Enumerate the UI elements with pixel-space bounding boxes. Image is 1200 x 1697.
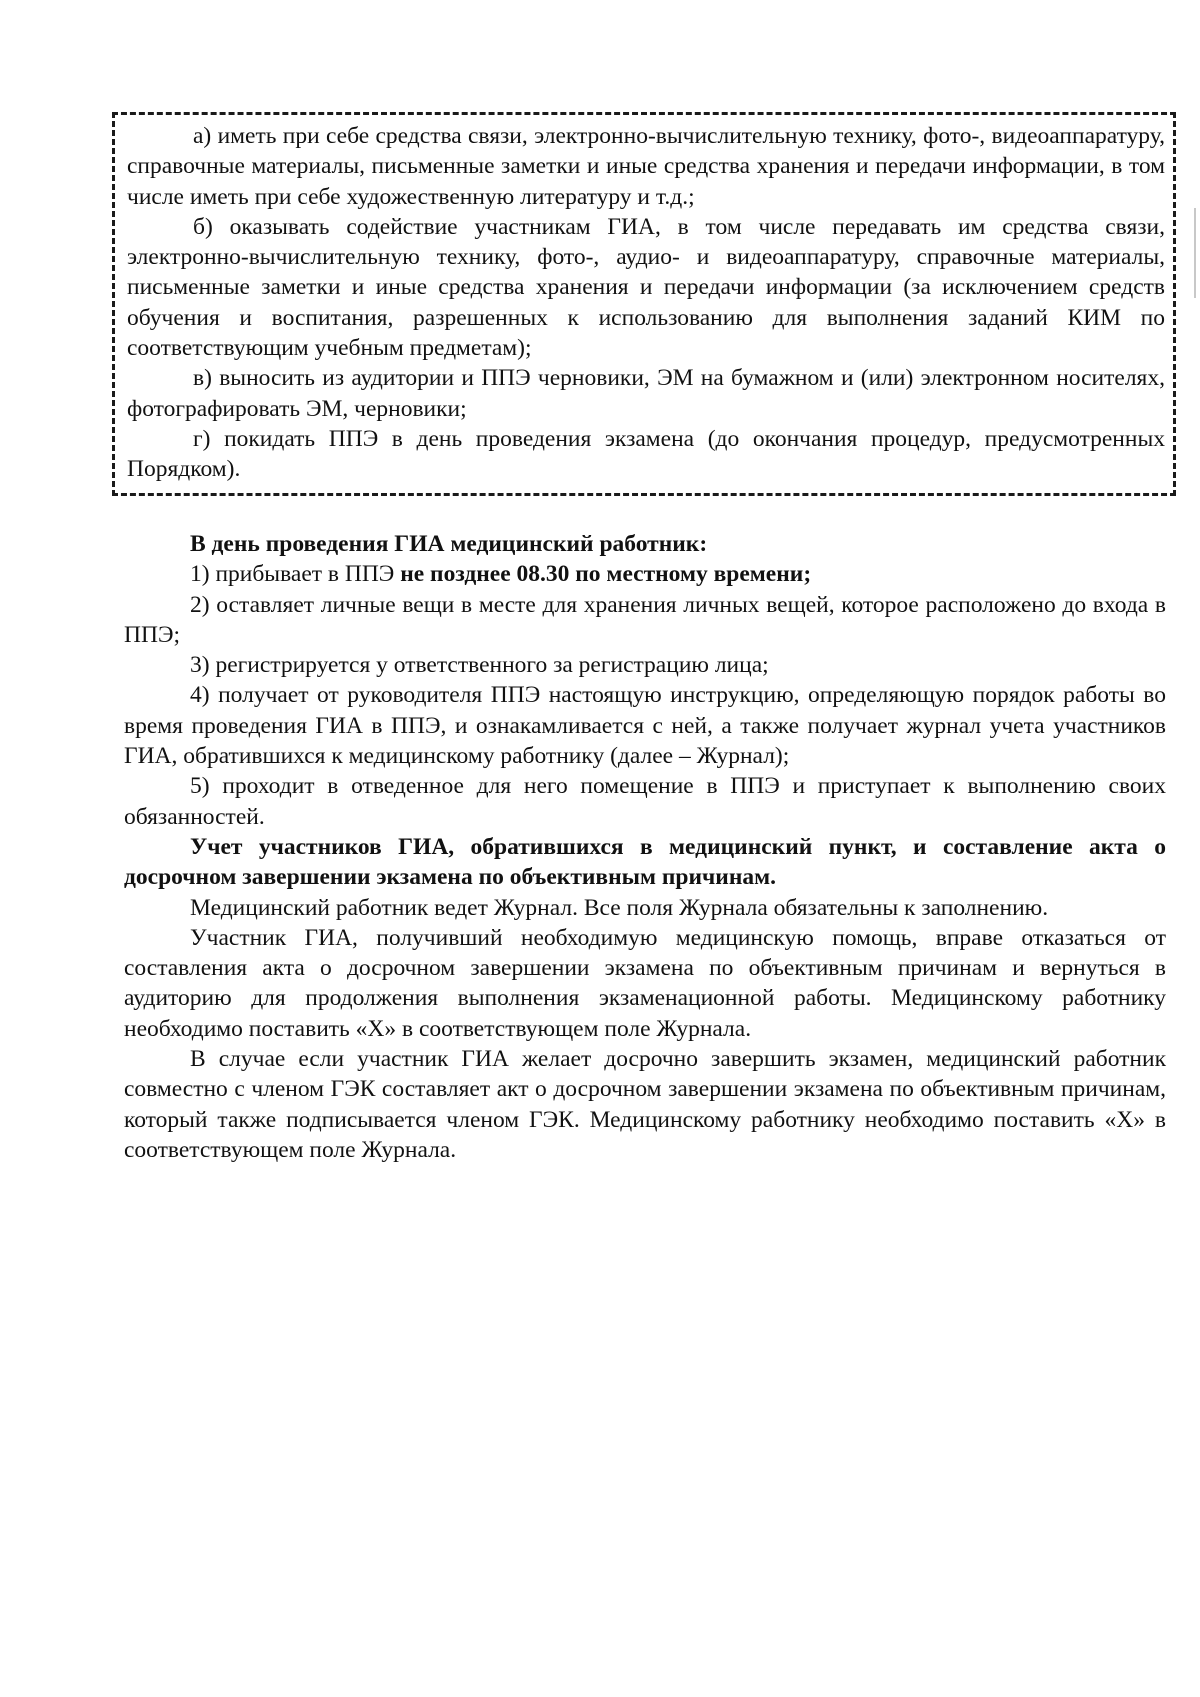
- accounting-heading: Учет участников ГИА, обратившихся в медицинский пункт, и составление акта о досрочном завершении экзамена по объективным причинам.: [124, 833, 1166, 891]
- exam-day-step-1: [124, 559, 1166, 589]
- exam-day-step-5: 5) проходит в отведенное для него помещение в ППЭ и приступает к выполнению своих обязанностей.: [124, 773, 1166, 830]
- exam-day-step-2: 2) оставляет личные вещи в месте для хранения личных вещей, которое расположено до входа в ППЭ;: [124, 591, 1166, 648]
- scan-edge-mark: [1194, 208, 1196, 298]
- prohibited-item-b: б) оказывать содействие участникам ГИА, в том числе передавать им средства связи, электронно-вычислительную технику, фото-, аудио- и видеоаппаратуру, справочные материалы, письменные заметки и иные средства хранения и передачи информации (за исключением средств обучения и воспитания, разрешенных к использованию для выполнения заданий КИМ по соответствующим учебным предметам);: [127, 213, 1165, 362]
- exam-day-step-4: 4) получает от руководителя ППЭ настоящую инструкцию, определяющую порядок работы во время проведения ГИА в ППЭ, и ознакамливается с ней, а также получает журнал учета участников ГИА, обратившихся к медицинскому работнику (далее – Журнал);: [124, 682, 1166, 770]
- exam-day-heading: В день проведения ГИА медицинский работник:: [190, 531, 708, 557]
- accounting-paragraph-3: В случае если участник ГИА желает досрочно завершить экзамен, медицинский работник совместно с членом ГЭК составляет акт о досрочном завершении экзамена по объективным причинам, который также подписывается членом ГЭК. Медицинскому работнику необходимо поставить «Х» в соответствующем поле Журнала.: [124, 1046, 1166, 1163]
- prohibited-item-g: г) покидать ППЭ в день проведения экзамена (до окончания процедур, предусмотренных Порядком).: [127, 425, 1165, 483]
- exam-day-step-3: 3) регистрируется у ответственного за регистрацию лица;: [190, 652, 769, 679]
- accounting-paragraph-1: Медицинский работник ведет Журнал. Все поля Журнала обязательны к заполнению.: [190, 894, 1049, 921]
- step-1-deadline: не позднее 08.30 по местному времени;: [400, 561, 812, 588]
- prohibited-actions-box: [112, 112, 1176, 496]
- accounting-paragraph-2: Участник ГИА, получивший необходимую медицинскую помощь, вправе отказаться от составления акта о досрочном завершении экзамена по объективным причинам и вернуться в аудиторию для продолжения выполнения экзаменационной работы. Медицинскому работнику необходимо поставить «Х» в соответствующем поле Журнала.: [124, 924, 1166, 1042]
- prohibited-item-a: а) иметь при себе средства связи, электронно-вычислительную технику, фото-, видеоаппаратуру, справочные материалы, письменные заметки и иные средства хранения и передачи информации, в том числе иметь при себе художественную литературу и т.д.;: [127, 123, 1165, 210]
- step-1-text: 1) прибывает в ППЭ: [190, 561, 401, 588]
- main-body: [124, 529, 1166, 1165]
- prohibited-item-v: в) выносить из аудитории и ППЭ черновики, ЭМ на бумажном и (или) электронном носителях, фотографировать ЭМ, черновики;: [127, 365, 1165, 422]
